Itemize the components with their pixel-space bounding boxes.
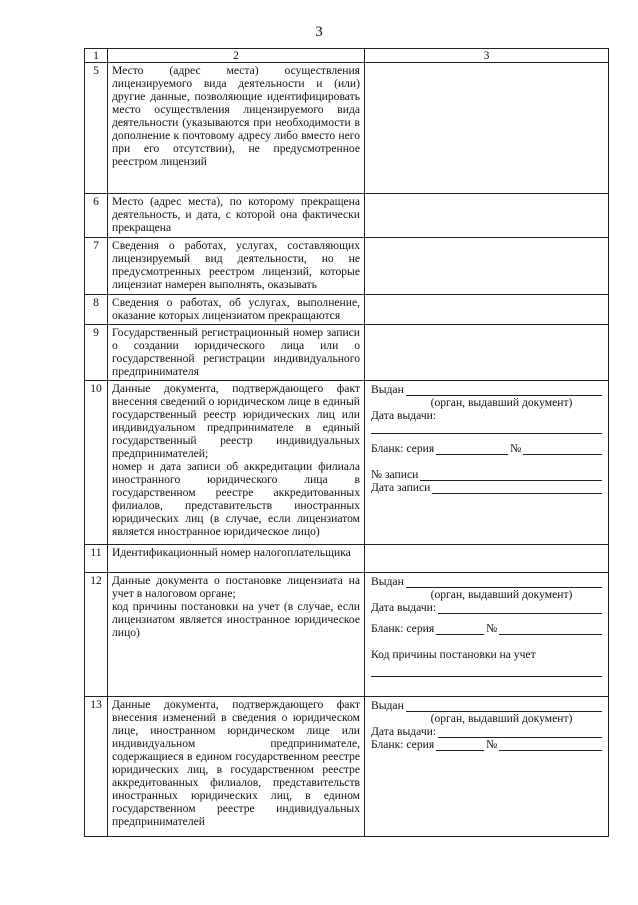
row-number: 10 bbox=[85, 381, 108, 545]
page-number: 3 bbox=[315, 24, 323, 40]
table-row bbox=[85, 295, 609, 325]
table-row bbox=[85, 381, 609, 545]
record-date-field[interactable] bbox=[432, 482, 602, 494]
table-row bbox=[85, 545, 609, 573]
issued-label: Выдан bbox=[371, 383, 404, 396]
number-sign: № bbox=[510, 442, 522, 455]
row-description-part: номер и дата записи об аккредитации филиала иностранного юридического лица в государственном реестре аккредитованных филиалов, представительств иностранных юридических лиц (в случае, если лицензиатом является иностранное юридическое лицо) bbox=[112, 460, 360, 538]
table-row bbox=[85, 63, 609, 194]
blank-series-field[interactable] bbox=[436, 739, 484, 751]
row-value-cell[interactable] bbox=[365, 325, 609, 381]
blank-series-label: Бланк: серия bbox=[371, 442, 435, 455]
row-number: 9 bbox=[85, 325, 108, 381]
blank-number-field[interactable] bbox=[523, 443, 602, 455]
row-description: Сведения о работах, об услугах, выполнение, оказание которых лицензиатом прекращаются bbox=[108, 295, 365, 325]
issued-field[interactable] bbox=[406, 576, 602, 588]
record-number-field[interactable] bbox=[420, 469, 602, 481]
header-col-2: 2 bbox=[108, 49, 365, 63]
issuer-note: (орган, выдавший документ) bbox=[430, 588, 573, 601]
issued-field[interactable] bbox=[406, 700, 602, 712]
record-date-label: Дата записи bbox=[371, 481, 431, 494]
row-description: Идентификационный номер налогоплательщика bbox=[108, 545, 365, 573]
application-table bbox=[84, 48, 609, 837]
table-row bbox=[85, 238, 609, 295]
row-value-cell[interactable] bbox=[365, 238, 609, 295]
row-description: Данные документа, подтверждающего факт внесения изменений в сведения о юридическом лице, иностранном юридическом лице или индивидуальном предпринимателе, содержащиеся в едином государственном реестре юридических лиц, в государственном реестре аккредитованных филиалов, представительств иностранных юридических лиц, в едином государственном реестре индивидуальных предпринимателей bbox=[108, 697, 365, 837]
table-row bbox=[85, 325, 609, 381]
row-value-cell[interactable] bbox=[365, 295, 609, 325]
row-number: 5 bbox=[85, 63, 108, 194]
kpp-field[interactable] bbox=[371, 665, 602, 677]
table-header bbox=[85, 49, 609, 63]
issue-date-field[interactable] bbox=[438, 726, 602, 738]
number-sign: № bbox=[486, 622, 498, 635]
blank-number-field[interactable] bbox=[499, 623, 602, 635]
issued-label: Выдан bbox=[371, 699, 404, 712]
issue-date-label: Дата выдачи: bbox=[371, 601, 437, 614]
blank-series-field[interactable] bbox=[436, 443, 508, 455]
row-value-cell[interactable] bbox=[365, 545, 609, 573]
blank-number-field[interactable] bbox=[499, 739, 602, 751]
issuer-note: (орган, выдавший документ) bbox=[430, 712, 573, 725]
table-row bbox=[85, 194, 609, 238]
row-description bbox=[108, 573, 365, 697]
blank-series-label: Бланк: серия bbox=[371, 622, 435, 635]
header-col-3: 3 bbox=[365, 49, 609, 63]
issue-date-label: Дата выдачи: bbox=[371, 725, 437, 738]
table-row bbox=[85, 697, 609, 837]
row-number: 13 bbox=[85, 697, 108, 837]
row-number: 11 bbox=[85, 545, 108, 573]
row-number: 7 bbox=[85, 238, 108, 295]
row-description bbox=[108, 381, 365, 545]
issuer-note: (орган, выдавший документ) bbox=[430, 396, 573, 409]
issued-label: Выдан bbox=[371, 575, 404, 588]
row-description-part: Данные документа о постановке лицензиата на учет в налоговом органе; bbox=[112, 574, 360, 600]
issue-date-field[interactable] bbox=[371, 422, 602, 434]
row-description-part: Данные документа, подтверждающего факт внесения сведений о юридическом лице в единый государственный реестр юридических лиц или индивидуальном предпринимателе в единый государственный реестр индивидуальных предпринимателей; bbox=[112, 382, 360, 460]
issued-field[interactable] bbox=[406, 384, 602, 396]
kpp-label: Код причины постановки на учет bbox=[371, 648, 536, 661]
row-number: 8 bbox=[85, 295, 108, 325]
row-description: Государственный регистрационный номер записи о создании юридического лица или о государственной регистрации индивидуального предпринимателя bbox=[108, 325, 365, 381]
issue-date-field[interactable] bbox=[438, 602, 602, 614]
header-col-1: 1 bbox=[85, 49, 108, 63]
row-number: 6 bbox=[85, 194, 108, 238]
row-description: Место (адрес места) осуществления лицензируемого вида деятельности и (или) другие данные, позволяющие идентифицировать место осуществления лицензируемого вида деятельности (указываются при необходимости в дополнение к почтовому адресу либо вместо него при его отсутствии), не предусмотренное реестром лицензий bbox=[108, 63, 365, 194]
table-row bbox=[85, 573, 609, 697]
document-form-egrul bbox=[365, 381, 609, 545]
document-form-changes bbox=[365, 697, 609, 837]
row-description: Место (адрес места), по которому прекращена деятельность, и дата, с которой она фактически прекращена bbox=[108, 194, 365, 238]
blank-series-label: Бланк: серия bbox=[371, 738, 435, 751]
document-form-tax bbox=[365, 573, 609, 697]
row-description-part: код причины постановки на учет (в случае, если лицензиатом является иностранное юридическое лицо) bbox=[112, 600, 360, 639]
row-value-cell[interactable] bbox=[365, 63, 609, 194]
blank-series-field[interactable] bbox=[436, 623, 484, 635]
row-description: Сведения о работах, услугах, составляющих лицензируемый вид деятельности, но не предусмотренных реестром лицензий, которые лицензиат намерен выполнять, оказывать bbox=[108, 238, 365, 295]
record-number-label: № записи bbox=[371, 468, 419, 481]
issue-date-label: Дата выдачи: bbox=[371, 409, 437, 422]
number-sign: № bbox=[486, 738, 498, 751]
row-number: 12 bbox=[85, 573, 108, 697]
row-value-cell[interactable] bbox=[365, 194, 609, 238]
